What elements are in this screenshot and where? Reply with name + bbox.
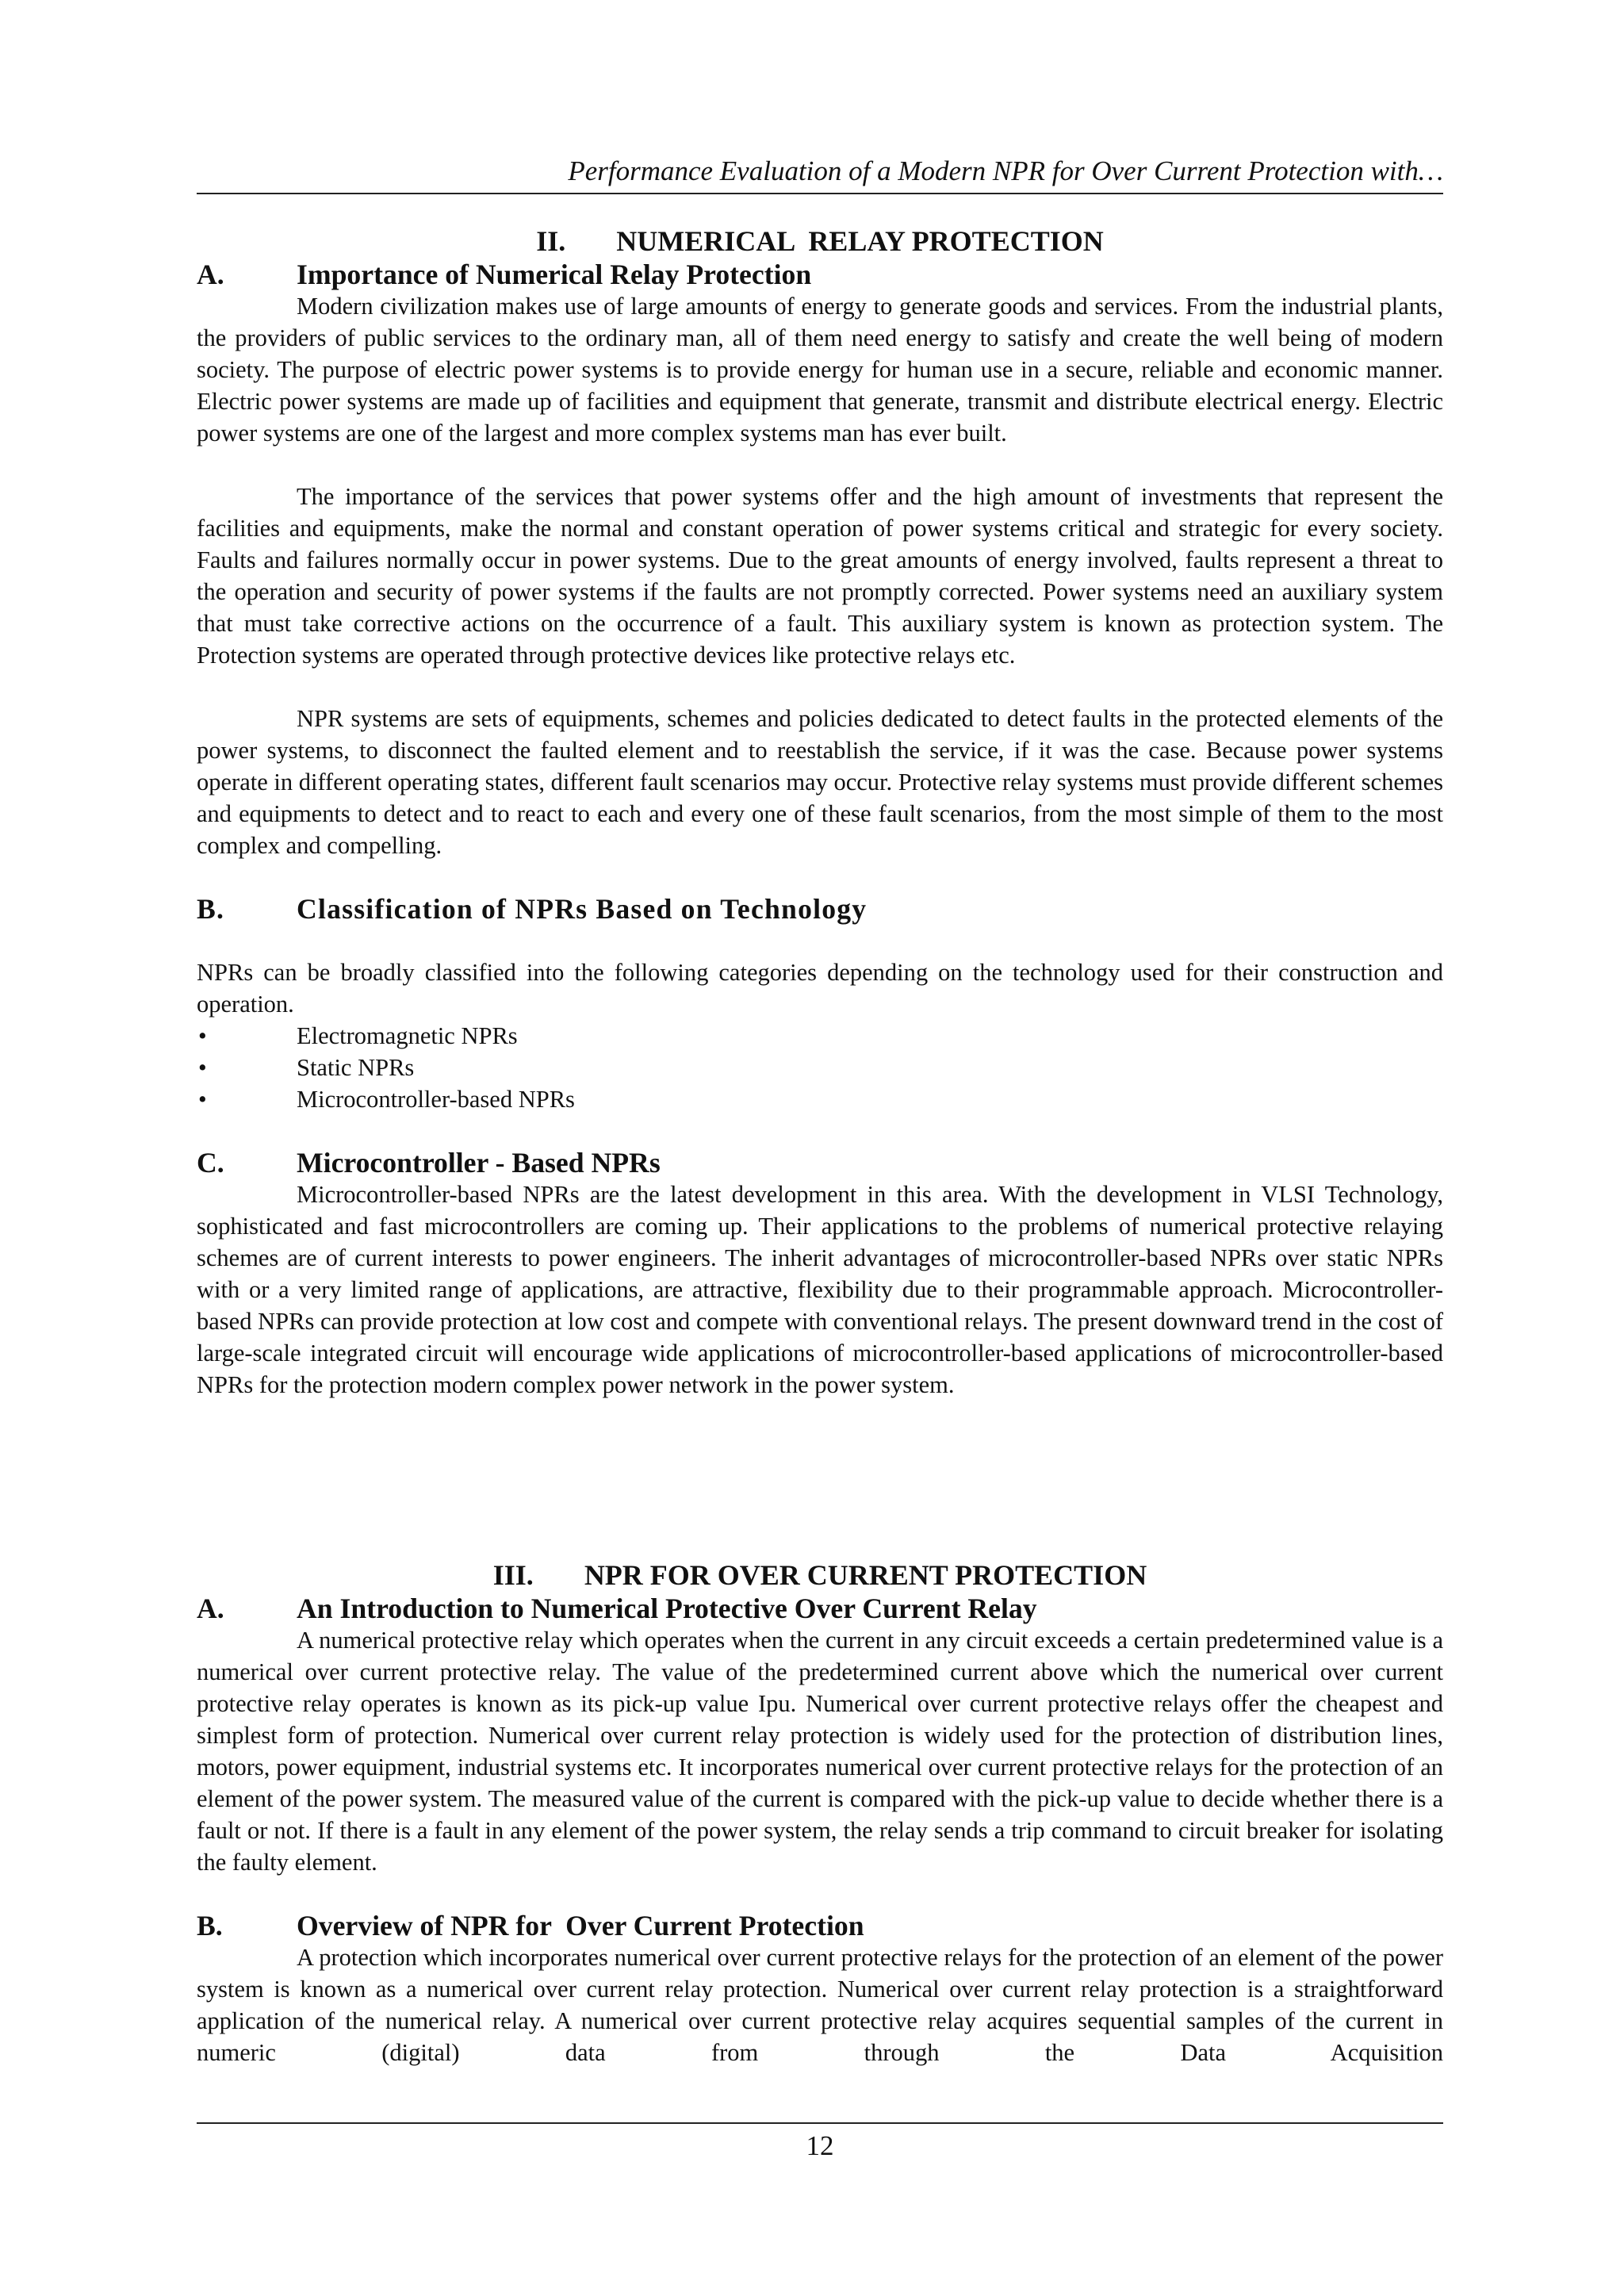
paragraph-2a-3: NPR systems are sets of equipments, schemes and policies dedicated to detect faults in the protected elements of the power systems, to disconnect the faulted element and to reestablish the service, if it was the case. Because power systems operate in different operating states, different fault scenarios may occur. Protective relay systems must provide different schemes and equipments to detect and to react to each and every one of these fault scenarios, from the most simple of them to the most complex and compelling. bbox=[197, 705, 1443, 859]
section-3-number: III. bbox=[492, 1559, 534, 1591]
section-3-title bbox=[197, 1558, 1443, 1593]
footer-rule bbox=[197, 2122, 1443, 2124]
list-item bbox=[197, 1083, 1443, 1115]
running-header: Performance Evaluation of a Modern NPR for Over Current Protection with… bbox=[568, 155, 1443, 186]
subsection-3a-heading bbox=[197, 1593, 1443, 1624]
paragraph-gap bbox=[197, 449, 1443, 481]
subsection-3a-title: An Introduction to Numerical Protective Over Current Relay bbox=[297, 1593, 1037, 1624]
paragraph-gap bbox=[197, 671, 1443, 703]
subsection-2a-title: Importance of Numerical Relay Protection bbox=[297, 259, 812, 290]
paragraph-gap bbox=[197, 1878, 1443, 1910]
list-item bbox=[197, 1020, 1443, 1052]
subsection-3b-heading bbox=[197, 1910, 1443, 1941]
paragraph-gap bbox=[197, 925, 1443, 956]
section-2-heading: NUMERICAL RELAY PROTECTION bbox=[616, 225, 1104, 257]
list-item bbox=[197, 1052, 1443, 1083]
subsection-2a-heading bbox=[197, 259, 1443, 290]
subsection-2b-title: Classification of NPRs Based on Technology bbox=[297, 893, 868, 925]
paragraph-2b-intro: NPRs can be broadly classified into the following categories depending on the technology used for their construction and operation. bbox=[197, 959, 1443, 1018]
list-item-text: Microcontroller-based NPRs bbox=[297, 1086, 575, 1113]
paragraph-gap bbox=[197, 1115, 1443, 1147]
section-2-number: II. bbox=[536, 225, 566, 257]
subsection-2c-heading bbox=[197, 1147, 1443, 1179]
paragraph-gap bbox=[197, 861, 1443, 893]
subsection-2a-letter: A. bbox=[197, 259, 224, 290]
bullet-icon: • bbox=[198, 1022, 207, 1049]
section-3-heading: NPR FOR OVER CURRENT PROTECTION bbox=[584, 1559, 1147, 1591]
section-2-title bbox=[197, 224, 1443, 259]
npr-classification-list bbox=[197, 1020, 1443, 1115]
bullet-icon: • bbox=[198, 1054, 207, 1081]
subsection-3a-letter: A. bbox=[197, 1593, 224, 1624]
subsection-3b-title: Overview of NPR for Over Current Protection bbox=[297, 1910, 864, 1941]
paragraph-3b: A protection which incorporates numerical over current protective relays for the protection of an element of the power system is known as a numerical over current relay protection. Numerical over current relay protection is a straightforward application of the numerical relay. A numerical over current protective relay acquires sequential samples of the current in numeric (digital) data from through the Data Acquisition bbox=[197, 1944, 1443, 2066]
header-rule bbox=[197, 193, 1443, 194]
subsection-2c-title: Microcontroller - Based NPRs bbox=[297, 1147, 661, 1179]
paragraph-2a-1: Modern civilization makes use of large amounts of energy to generate goods and services. From the industrial plants, the providers of public services to the ordinary man, all of them need energy to satisfy and create the well being of modern society. The purpose of electric power systems is to provide energy for human use in a secure, reliable and economic manner. Electric power systems are made up of facilities and equipment that generate, transmit and distribute electrical energy. Electric power systems are one of the largest and more complex systems man has ever built. bbox=[197, 293, 1443, 447]
bullet-icon: • bbox=[198, 1086, 207, 1113]
paragraph-2a-2: The importance of the services that power systems offer and the high amount of investments that represent the facilities and equipments, make the normal and constant operation of power systems critical and strategic for every society. Faults and failures normally occur in power systems. Due to the great amounts of energy involved, faults represent a threat to the operation and security of power systems if the faults are not promptly corrected. Power systems need an auxiliary system that must take corrective actions on the occurrence of a fault. This auxiliary system is known as protection system. The Protection systems are operated through protective devices like protective relays etc. bbox=[197, 483, 1443, 669]
section-2 bbox=[197, 224, 1443, 1401]
list-item-text: Electromagnetic NPRs bbox=[297, 1022, 518, 1049]
subsection-2c-letter: C. bbox=[197, 1147, 224, 1179]
subsection-2b-heading bbox=[197, 893, 1443, 925]
subsection-2b-letter: B. bbox=[197, 893, 225, 925]
paragraph-3a: A numerical protective relay which operates when the current in any circuit exceeds a certain predetermined value is a numerical over current protective relay. The value of the predetermined current above which the numerical over current protective relay operates is known as its pick-up value Ipu. Numerical over current protective relays offer the cheapest and simplest form of protection. Numerical over current relay protection is widely used for the protection of distribution lines, motors, power equipment, industrial systems etc. It incorporates numerical over current protective relays for the protection of an element of the power system. The measured value of the current is compared with the pick-up value to decide whether there is a fault or not. If there is a fault in any element of the power system, the relay sends a trip command to circuit breaker for isolating the faulty element. bbox=[197, 1627, 1443, 1876]
page-number: 12 bbox=[806, 2130, 834, 2161]
list-item-text: Static NPRs bbox=[297, 1054, 415, 1081]
subsection-3b-letter: B. bbox=[197, 1910, 223, 1941]
section-3 bbox=[197, 1558, 1443, 2068]
paragraph-2c: Microcontroller-based NPRs are the latest development in this area. With the development in VLSI Technology, sophisticated and fast microcontrollers are coming up. Their applications to the problems of numerical protective relaying schemes are of current interests to power engineers. The inherit advantages of microcontroller-based NPRs over static NPRs with or a very limited range of applications, are attractive, flexibility due to their programmable approach. Microcontroller-based NPRs can provide protection at low cost and compete with conventional relays. The present downward trend in the cost of large-scale integrated circuit will encourage wide applications of microcontroller-based applications of microcontroller-based NPRs for the protection modern complex power network in the power system. bbox=[197, 1181, 1443, 1398]
